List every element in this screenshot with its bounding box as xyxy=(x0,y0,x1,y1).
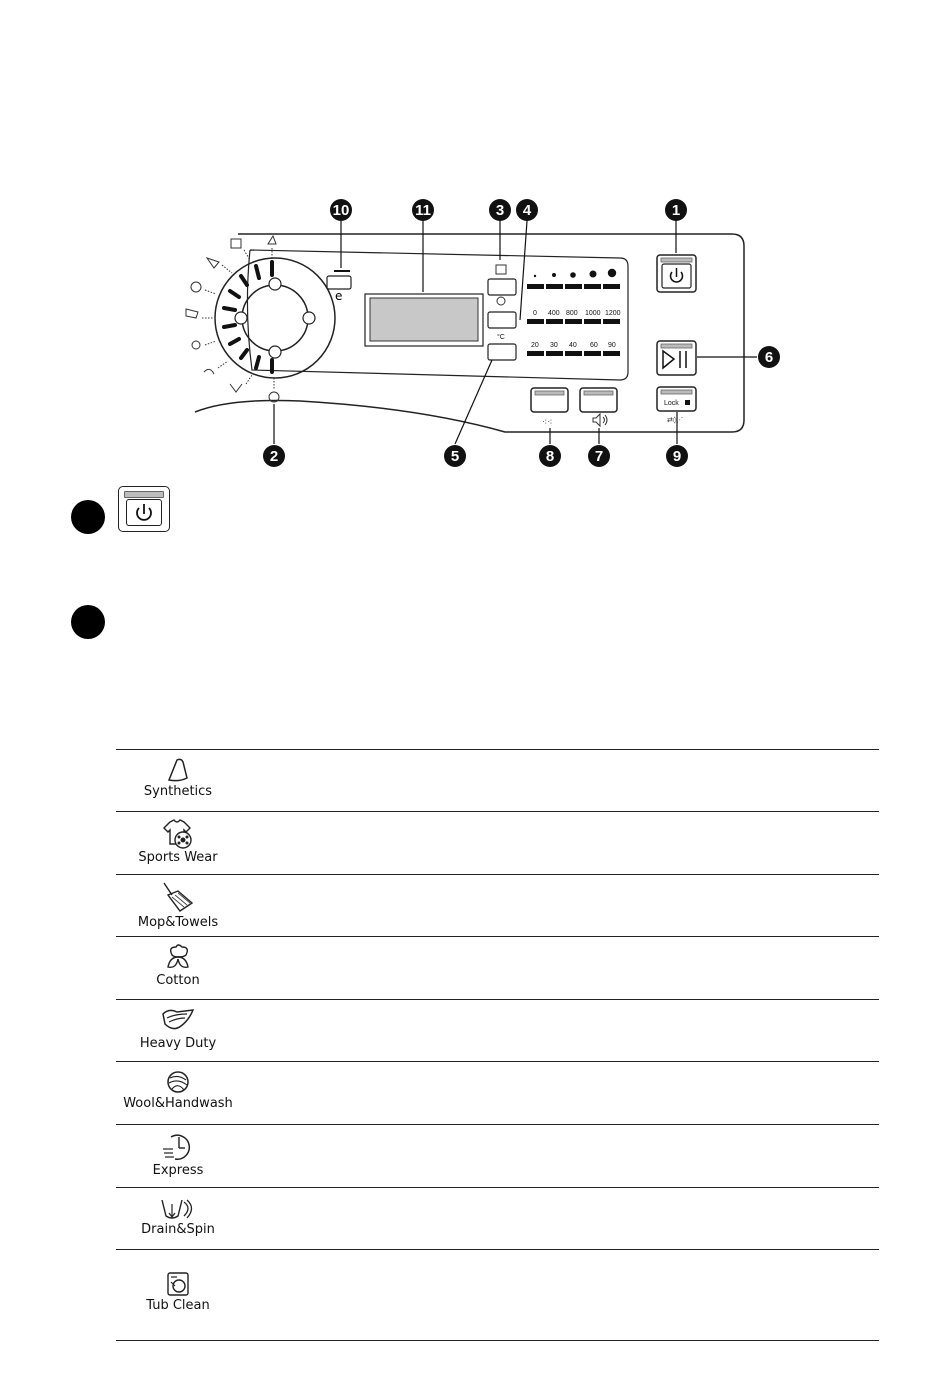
svg-text:1: 1 xyxy=(671,202,681,219)
callout-11 xyxy=(412,199,434,221)
temp-value: 20 xyxy=(531,342,539,349)
svg-text:4: 4 xyxy=(522,202,532,219)
tub-clean-icon xyxy=(165,1270,191,1298)
temp-unit-label: °C xyxy=(497,334,505,341)
spin-button[interactable] xyxy=(488,297,516,328)
program-name: Cotton xyxy=(156,973,200,988)
svg-text:8: 8 xyxy=(545,448,555,465)
svg-text:11: 11 xyxy=(415,202,431,219)
spin-value: 1200 xyxy=(605,310,621,317)
speaker-icon xyxy=(593,414,607,426)
temp-value: 90 xyxy=(608,342,616,349)
control-panel-diagram xyxy=(0,0,950,480)
start-pause-button[interactable] xyxy=(657,341,696,375)
lock-icon xyxy=(685,400,690,405)
svg-text:9: 9 xyxy=(672,448,682,465)
callout-8 xyxy=(539,445,561,467)
express-icon xyxy=(161,1131,195,1163)
temp-value: 30 xyxy=(550,342,558,349)
table-row xyxy=(116,1188,879,1250)
child-lock-indicator-icon: ⇄◊⋰ xyxy=(667,416,684,424)
drain-spin-icon xyxy=(158,1194,198,1222)
callout-2 xyxy=(263,445,285,467)
callout-7 xyxy=(588,445,610,467)
section-marker-2 xyxy=(71,605,105,639)
programs-table xyxy=(116,749,879,1341)
spin-speed-indicators xyxy=(527,310,621,324)
section-marker-1 xyxy=(71,500,105,534)
spin-value: 1000 xyxy=(585,310,601,317)
wool-handwash-icon xyxy=(164,1068,192,1096)
power-icon xyxy=(127,500,161,526)
lock-label: Lock xyxy=(664,400,679,407)
lcd-display xyxy=(370,298,478,341)
temperature-button[interactable] xyxy=(488,344,516,360)
lock-button[interactable] xyxy=(657,387,696,411)
table-row xyxy=(116,812,879,875)
program-name: Drain&Spin xyxy=(141,1222,215,1237)
spin-value: 400 xyxy=(548,310,560,317)
callout-5 xyxy=(444,445,466,467)
table-row xyxy=(116,937,879,1000)
svg-text:3: 3 xyxy=(495,202,505,219)
eco-button[interactable] xyxy=(327,271,351,289)
eco-label: e xyxy=(335,289,343,303)
mop-towels-icon xyxy=(160,881,196,915)
callout-1 xyxy=(665,199,687,221)
callout-9 xyxy=(666,445,688,467)
callout-6 xyxy=(758,346,780,368)
table-row xyxy=(116,875,879,937)
extra-rinse-button[interactable] xyxy=(531,388,568,412)
sound-button[interactable] xyxy=(580,388,617,412)
heavy-duty-icon xyxy=(159,1006,197,1036)
synthetics-icon xyxy=(165,756,191,784)
temperature-indicators xyxy=(527,342,620,356)
program-name: Heavy Duty xyxy=(139,1036,217,1051)
cotton-icon xyxy=(162,943,194,973)
program-dial[interactable] xyxy=(215,258,335,378)
table-row xyxy=(116,1000,879,1062)
table-row xyxy=(116,1062,879,1125)
table-row xyxy=(116,1250,879,1341)
program-name: Tub Clean xyxy=(146,1298,210,1313)
power-button-illustration xyxy=(118,486,170,532)
spin-value: 800 xyxy=(566,310,578,317)
temp-value: 40 xyxy=(569,342,577,349)
program-name: Synthetics xyxy=(143,784,213,799)
program-name: Sports Wear xyxy=(138,850,218,865)
svg-text:7: 7 xyxy=(594,448,604,465)
program-name: Mop&Towels xyxy=(137,915,219,930)
callout-4 xyxy=(516,199,538,221)
callout-10 xyxy=(330,199,352,221)
soil-level-button[interactable] xyxy=(488,265,516,295)
temp-value: 60 xyxy=(590,342,598,349)
svg-text:6: 6 xyxy=(764,349,774,366)
svg-text:2: 2 xyxy=(269,448,279,465)
soil-level-indicators xyxy=(527,269,620,289)
power-button[interactable] xyxy=(657,255,696,292)
spin-value: 0 xyxy=(533,310,537,317)
svg-text:5: 5 xyxy=(450,448,460,465)
svg-text:10: 10 xyxy=(332,202,350,219)
table-row xyxy=(116,750,879,812)
program-name: Wool&Handwash xyxy=(123,1096,233,1111)
program-name: Express xyxy=(152,1163,204,1178)
callout-3 xyxy=(489,199,511,221)
rinse-icon: ⁖⁖ xyxy=(542,418,553,428)
sports-wear-icon xyxy=(160,818,196,850)
table-row xyxy=(116,1125,879,1188)
